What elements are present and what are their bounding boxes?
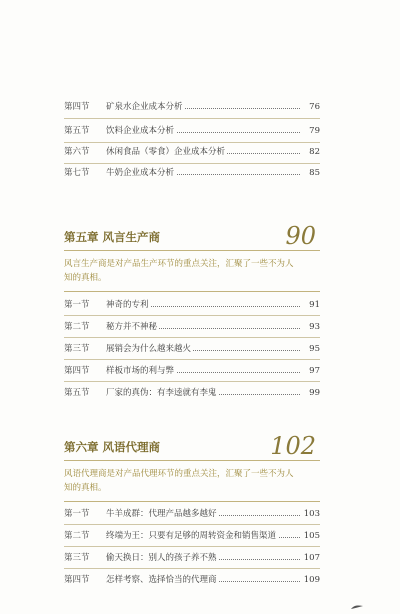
section-number: 第六节: [64, 147, 90, 157]
row-divider: [64, 118, 320, 119]
toc-entry[interactable]: [64, 166, 320, 180]
toc-entry[interactable]: [64, 100, 320, 114]
toc-entry[interactable]: [64, 320, 320, 334]
section-number: 第三节: [64, 344, 90, 354]
section-number: 第四节: [64, 102, 90, 112]
section-number: 第四节: [64, 575, 90, 585]
section-number: 第一节: [64, 509, 90, 519]
toc-entry[interactable]: [64, 124, 320, 138]
toc-entry[interactable]: [64, 529, 320, 543]
row-divider: [64, 142, 320, 143]
chapter-description-line: 知的真相。: [64, 273, 107, 283]
section-title: 厂家的真伪：有李逵就有李鬼: [106, 388, 217, 398]
row-divider: [64, 337, 320, 338]
page-number: 105: [303, 531, 320, 541]
section-title: 终端为王：只要有足够的周转资金和销售渠道: [106, 531, 277, 541]
page-number: 109: [303, 575, 320, 585]
page-number: 97: [309, 366, 320, 376]
section-title: 牛奶企业成本分析: [106, 168, 175, 178]
toc-entry[interactable]: [64, 342, 320, 356]
page-number: 99: [309, 388, 320, 398]
chapter-heading[interactable]: [64, 222, 320, 248]
chapter-description-line: 风言生产商是对产品生产环节的重点关注，汇聚了一些不为人: [64, 259, 294, 269]
chapter-description: [64, 467, 314, 495]
section-number: 第二节: [64, 531, 90, 541]
section-number: 第七节: [64, 168, 90, 178]
row-divider: [64, 568, 320, 569]
chapter-page-number: 102: [270, 432, 316, 460]
row-divider: [64, 359, 320, 360]
chapter-title: 第五章 风言生产商: [64, 230, 161, 244]
row-divider: [64, 546, 320, 547]
chapter-rule: [64, 460, 320, 461]
toc-entry[interactable]: [64, 386, 320, 400]
section-number: 第五节: [64, 126, 90, 136]
chapter-description-line: 知的真相。: [64, 483, 107, 493]
chapter-rule: [64, 291, 320, 292]
toc-entry[interactable]: [64, 298, 320, 312]
section-title: 矿泉水企业成本分析: [106, 102, 183, 112]
page-number: 93: [309, 322, 320, 332]
page-number: 91: [309, 300, 320, 310]
chapter-rule: [64, 250, 320, 251]
chapter-rule: [64, 501, 320, 502]
page-number: 85: [309, 168, 320, 178]
page-number: 76: [309, 102, 320, 112]
chapter-description: [64, 257, 314, 285]
row-divider: [64, 381, 320, 382]
section-title: 神奇的专利: [106, 300, 149, 310]
page-number: 107: [303, 553, 320, 563]
section-title: 样板市场的利与弊: [106, 366, 175, 376]
section-number: 第四节: [64, 366, 90, 376]
page-number: 82: [309, 147, 320, 157]
section-title: 偷天换日：别人的孩子养不熟: [106, 553, 217, 563]
section-title: 牛羊成群：代理产品越多越好: [106, 509, 217, 519]
row-divider: [64, 315, 320, 316]
section-number: 第一节: [64, 300, 90, 310]
section-title: 秘方并不神秘: [106, 322, 158, 332]
corner-ornament-icon: [350, 604, 364, 610]
row-divider: [64, 163, 320, 164]
toc-entry[interactable]: [64, 364, 320, 378]
section-title: 休闲食品（零食）企业成本分析: [106, 147, 226, 157]
page-number: 103: [303, 509, 320, 519]
page-number: 95: [309, 344, 320, 354]
toc-entry[interactable]: [64, 551, 320, 565]
chapter-page-number: 90: [285, 222, 316, 250]
toc-entry[interactable]: [64, 573, 320, 587]
section-number: 第三节: [64, 553, 90, 563]
chapter-heading[interactable]: [64, 432, 320, 458]
chapter-title: 第六章 风语代理商: [64, 440, 161, 454]
toc-entry[interactable]: [64, 507, 320, 521]
section-title: 怎样考察、选择恰当的代理商: [106, 575, 217, 585]
section-title: 展销会为什么越来越火: [106, 344, 192, 354]
section-number: 第二节: [64, 322, 90, 332]
section-number: 第五节: [64, 388, 90, 398]
row-divider: [64, 524, 320, 525]
toc-entry[interactable]: [64, 145, 320, 159]
chapter-description-line: 风语代理商是对产品代理环节的重点关注，汇聚了一些不为人: [64, 469, 294, 479]
section-title: 饮料企业成本分析: [106, 126, 175, 136]
page-number: 79: [309, 126, 320, 136]
